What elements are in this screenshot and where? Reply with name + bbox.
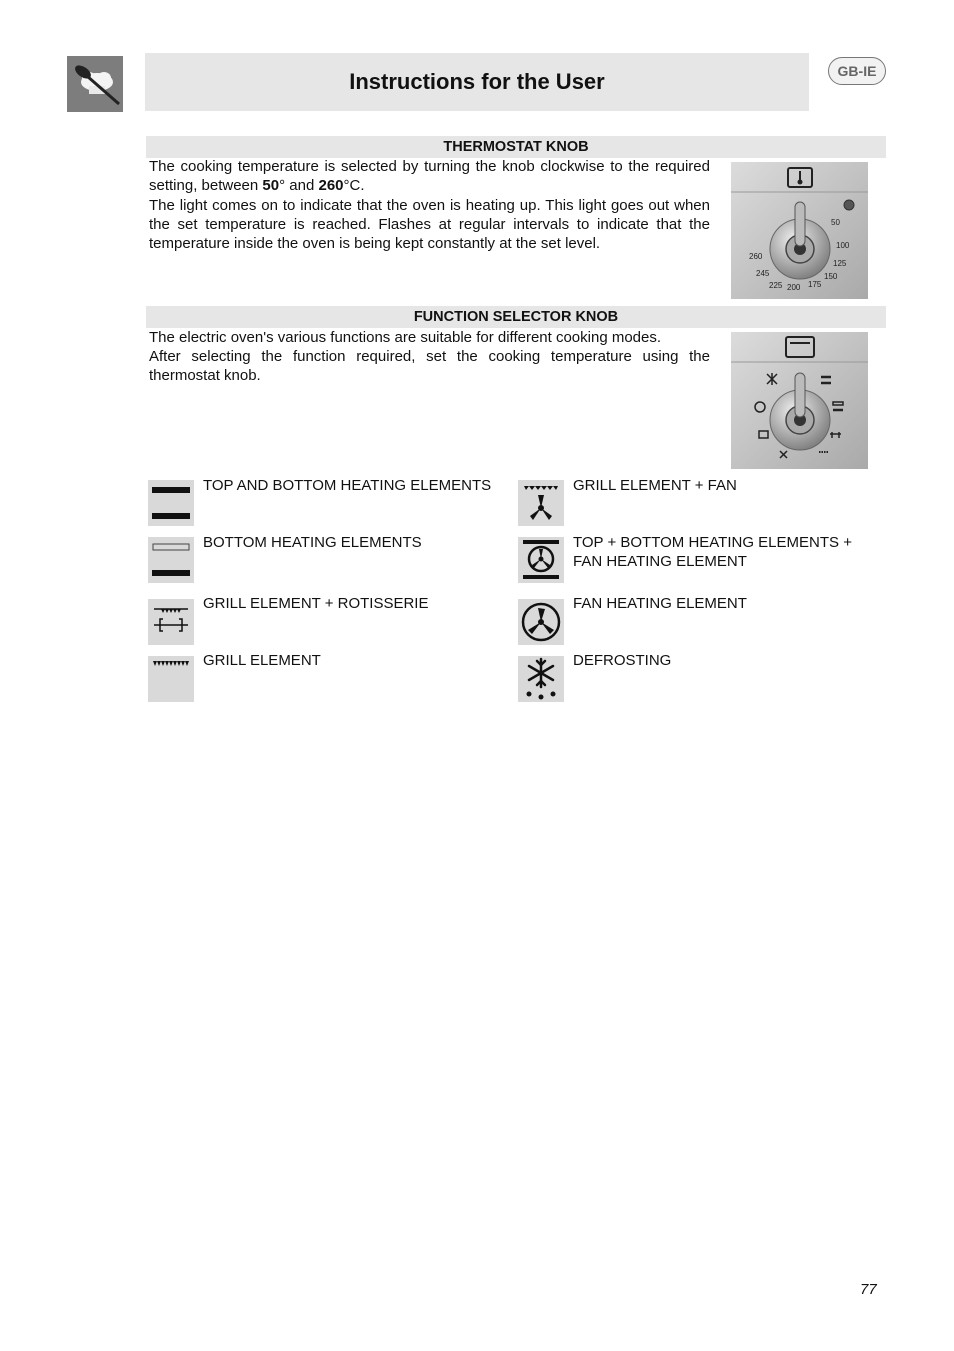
indicator-light-icon xyxy=(844,200,854,210)
function-label: GRILL ELEMENT xyxy=(203,652,321,669)
dial-label: 100 xyxy=(836,241,850,250)
function-selector-heading: FUNCTION SELECTOR KNOB xyxy=(146,306,886,328)
language-badge: GB-IE xyxy=(828,57,886,85)
thermostat-paragraph-1 xyxy=(149,157,710,195)
dial-label: 175 xyxy=(808,280,822,289)
function-label: TOP + BOTTOM HEATING ELEMENTS + FAN HEATING ELEMENT xyxy=(573,534,852,570)
dial-label: 150 xyxy=(824,272,838,281)
function-label: GRILL ELEMENT + ROTISSERIE xyxy=(203,595,429,612)
min-temp: 50 xyxy=(262,177,280,194)
top-bottom-heating-icon xyxy=(148,480,194,526)
dial-label: 50 xyxy=(831,218,840,227)
page-number: 77 xyxy=(860,1281,877,1298)
text-span: The cooking temperature is selected by turning the knob clockwise to the required setting, between xyxy=(149,158,710,194)
function-label: DEFROSTING xyxy=(573,652,672,669)
grill-rotisserie-icon xyxy=(148,599,194,645)
page-header xyxy=(145,53,809,111)
chef-spoon-logo-icon xyxy=(67,56,123,112)
dial-label: 245 xyxy=(756,269,770,278)
function-label: FAN HEATING ELEMENT xyxy=(573,595,747,612)
function-label: TOP AND BOTTOM HEATING ELEMENTS xyxy=(203,477,492,494)
thermostat-paragraph-2: The light comes on to indicate that the oven is heating up. This light goes out when the set temperature is reached. Flashes at regular intervals to indicate that the temperature inside the oven is being kept constantly at the set level. xyxy=(149,197,710,252)
function-selector-knob-image xyxy=(731,332,868,469)
grill-icon xyxy=(148,656,194,702)
dial-label: 225 xyxy=(769,281,783,290)
defrost-icon xyxy=(518,656,564,702)
bottom-heating-icon xyxy=(148,537,194,583)
top-bottom-fan-icon xyxy=(518,537,564,583)
thermostat-heading: THERMOSTAT KNOB xyxy=(146,136,886,158)
dial-label: 260 xyxy=(749,252,763,261)
page-title: Instructions for the User xyxy=(349,69,605,94)
fan-heating-icon xyxy=(518,599,564,645)
text-span: ° and xyxy=(279,177,319,194)
function-label: GRILL ELEMENT + FAN xyxy=(573,477,737,494)
dial-label: 125 xyxy=(833,259,847,268)
function-paragraph-1: The electric oven's various functions are suitable for different cooking modes. xyxy=(149,329,662,346)
grill-fan-icon xyxy=(518,480,564,526)
thermostat-knob-image xyxy=(731,162,868,299)
text-span: °C. xyxy=(343,177,365,194)
function-label: BOTTOM HEATING ELEMENTS xyxy=(203,534,422,551)
function-paragraph-2: After selecting the function required, set the cooking temperature using the thermostat knob. xyxy=(149,348,710,384)
dial-label: 200 xyxy=(787,283,801,292)
max-temp: 260 xyxy=(318,177,344,194)
